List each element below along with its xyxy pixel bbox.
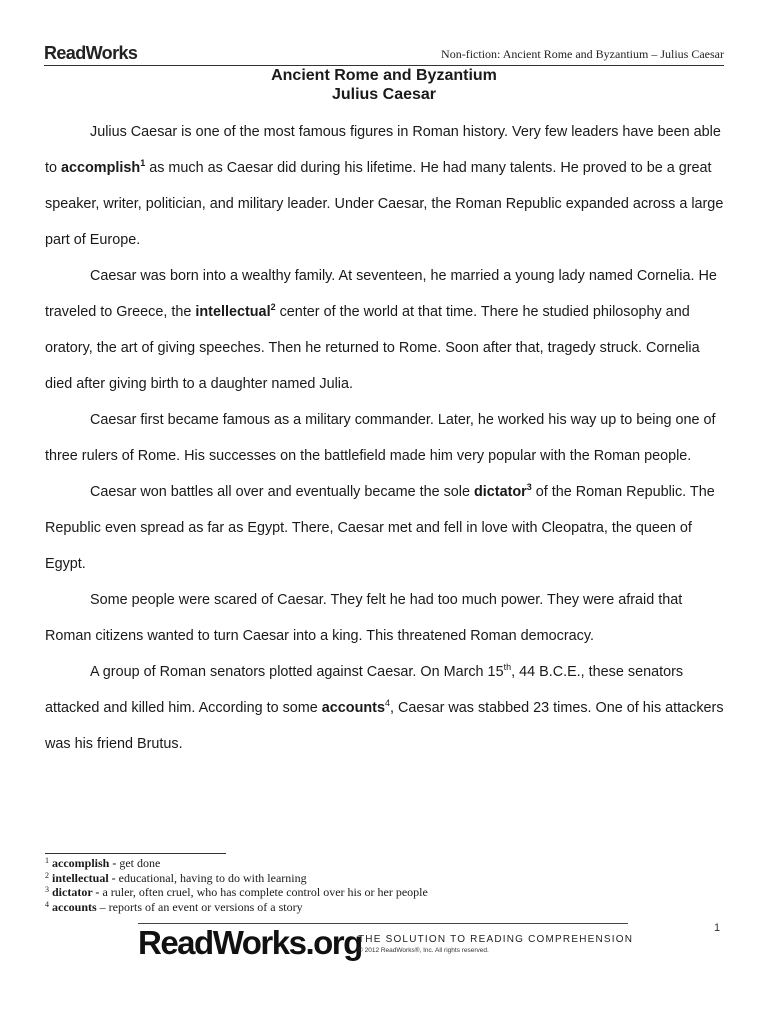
footnote-divider bbox=[45, 853, 226, 854]
title-block bbox=[0, 66, 768, 104]
paragraph-5: Some people were scared of Caesar. They felt he had too much power. They were afraid that Roman citizens wanted to turn Caesar into a king. This threatened Roman democracy. bbox=[45, 592, 683, 644]
page-header bbox=[44, 43, 724, 66]
vocab-term-accounts: accounts bbox=[321, 700, 385, 716]
copyright-notice: © 2012 ReadWorks®, Inc. All rights reserved. bbox=[358, 947, 489, 954]
footnote-definition: educational, having to do with learning bbox=[115, 870, 307, 885]
header-subtitle: Non-fiction: Ancient Rome and Byzantium – Julius Caesar bbox=[441, 47, 724, 61]
text-run: as much as Caesar did during his lifetime. He had many talents. He proved to be a great speaker, writer, politician, and military leader. Under Caesar, the Roman Republic expanded across a large part of Europe. bbox=[45, 160, 724, 248]
footnote-number: 3 bbox=[45, 885, 49, 895]
footnote-4 bbox=[45, 900, 645, 915]
readworks-org-logo: ReadWorks.org bbox=[138, 924, 362, 961]
document-title-line1: Ancient Rome and Byzantium bbox=[271, 67, 497, 84]
footnote-term: accounts bbox=[52, 899, 97, 914]
paragraph-3: Caesar first became famous as a military commander. Later, he worked his way up to being one of three rulers of Rome. His successes on the battlefield made him very popular with the Roman people. bbox=[45, 412, 716, 464]
text-run: Caesar won battles all over and eventually became the sole bbox=[90, 484, 474, 500]
vocab-term-accomplish: accomplish bbox=[61, 160, 141, 176]
article-body bbox=[45, 114, 725, 762]
paragraph-1 bbox=[45, 114, 725, 258]
footnote-term: intellectual - bbox=[52, 870, 116, 885]
footnote-ref-4: 4 bbox=[384, 698, 390, 708]
footnotes bbox=[45, 856, 645, 914]
text-run: , Caesar was stabbed 23 times. One of his attackers was his friend Brutus. bbox=[45, 700, 724, 752]
paragraph-4 bbox=[45, 474, 725, 582]
text-run: A group of Roman senators plotted against Caesar. On March 15 bbox=[90, 664, 504, 680]
document-title-line2: Julius Caesar bbox=[331, 86, 437, 103]
text-run: center of the world at that time. There he studied philosophy and oratory, the art of giving speeches. Then he returned to Rome. Soon after that, tragedy struck. Cornelia died after giving birth to a daughter named Julia. bbox=[45, 304, 700, 392]
ordinal-suffix: th bbox=[503, 662, 512, 672]
footnote-definition: – reports of an event or versions of a story bbox=[96, 899, 303, 914]
text-run: Julius Caesar is one of the most famous figures in Roman history. Very few leaders have been able to bbox=[45, 124, 721, 176]
page-number: 1 bbox=[714, 922, 721, 934]
footnote-ref-3: 3 bbox=[526, 482, 532, 492]
footnote-definition: get done bbox=[116, 856, 161, 870]
footer-tagline: THE SOLUTION TO READING COMPREHENSION bbox=[358, 934, 634, 945]
paragraph-2 bbox=[45, 258, 725, 402]
footnote-3 bbox=[45, 885, 645, 900]
vocab-term-dictator: dictator bbox=[473, 484, 527, 500]
footnote-2 bbox=[45, 871, 645, 886]
footnote-number: 4 bbox=[45, 899, 49, 909]
footnote-ref-2: 2 bbox=[270, 302, 276, 312]
footnote-number: 2 bbox=[45, 870, 49, 880]
vocab-term-intellectual: intellectual bbox=[195, 304, 271, 320]
footnote-number: 1 bbox=[45, 856, 49, 865]
text-run: , 44 B.C.E., these senators attacked and killed him. According to some bbox=[45, 664, 684, 716]
text-run: Caesar was born into a wealthy family. At seventeen, he married a young lady named Cornelia. He traveled to Greece, the bbox=[45, 268, 717, 320]
footnote-1 bbox=[45, 856, 645, 871]
footnote-term: dictator - bbox=[52, 885, 100, 900]
footnote-definition: a ruler, often cruel, who has complete control over his or her people bbox=[99, 885, 428, 900]
footnote-ref-1: 1 bbox=[140, 158, 146, 168]
footnote-term: accomplish - bbox=[52, 856, 117, 870]
text-run: of the Roman Republic. The Republic even spread as far as Egypt. There, Caesar met and fell in love with Cleopatra, the queen of Egypt. bbox=[45, 484, 715, 572]
paragraph-6 bbox=[45, 654, 725, 762]
readworks-logo: ReadWorks bbox=[44, 43, 138, 63]
